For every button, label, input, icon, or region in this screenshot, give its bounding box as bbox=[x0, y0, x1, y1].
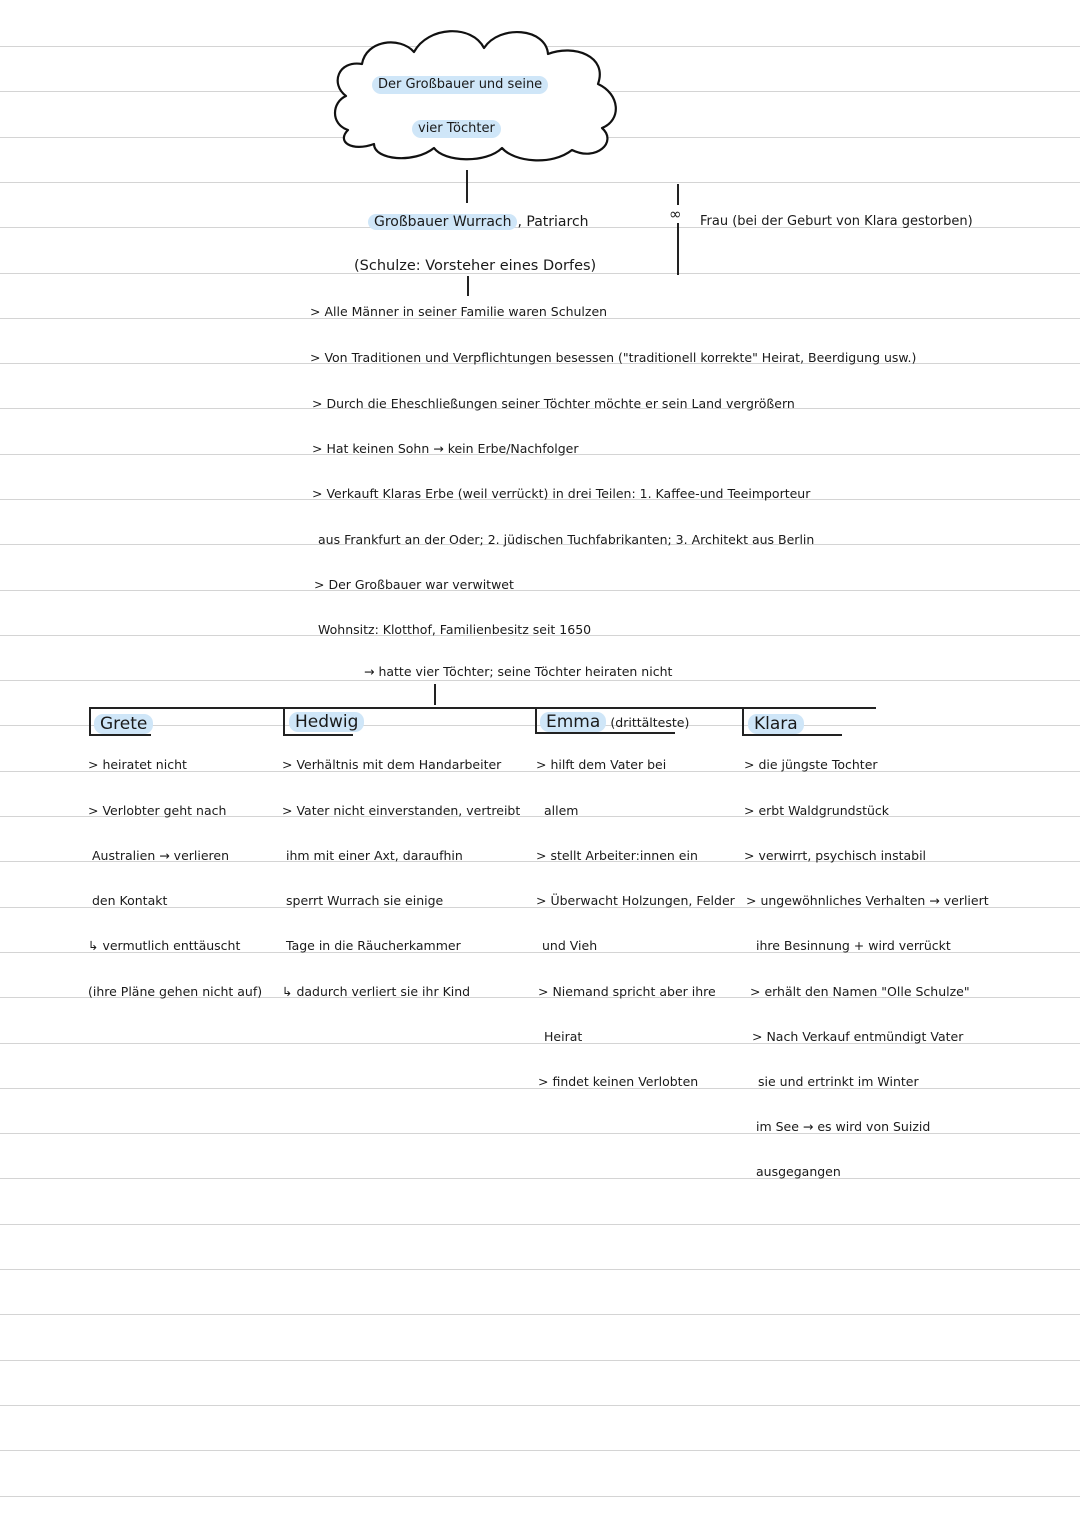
klara-line: > erbt Waldgrundstück bbox=[744, 803, 890, 818]
grete-line: (ihre Pläne gehen nicht auf) bbox=[88, 984, 263, 999]
klara-line: > erhält den Namen "Olle Schulze" bbox=[750, 984, 970, 999]
daughters-intro: → hatte vier Töchter; seine Töchter heiraten nicht bbox=[364, 664, 673, 679]
emma-bracket bbox=[535, 707, 537, 733]
emma-line: > stellt Arbeiter:innen ein bbox=[536, 848, 698, 863]
ruled-line bbox=[0, 1496, 1080, 1497]
cloud-title-line2: vier Töchter bbox=[412, 120, 501, 138]
connector-intro-daughters bbox=[434, 684, 436, 705]
grete-line: Australien → verlieren bbox=[92, 848, 230, 863]
daughter-name-grete bbox=[94, 713, 153, 735]
daughter-name-klara bbox=[748, 713, 804, 735]
fact-item: > Hat keinen Sohn → kein Erbe/Nachfolger bbox=[312, 441, 579, 456]
grete-line: ↳ vermutlich enttäuscht bbox=[88, 938, 241, 953]
klara-line: im See → es wird von Suizid bbox=[756, 1119, 931, 1134]
klara-line: > Nach Verkauf entmündigt Vater bbox=[752, 1029, 964, 1044]
daughter-name-emma bbox=[540, 711, 689, 733]
klara-bracket bbox=[742, 707, 744, 735]
connector-father-facts bbox=[467, 276, 469, 296]
grete-line: den Kontakt bbox=[92, 893, 168, 908]
ruled-line bbox=[0, 1360, 1080, 1361]
grete-bracket bbox=[89, 707, 91, 735]
fact-item: > Alle Männer in seiner Familie waren Schulzen bbox=[310, 304, 608, 319]
klara-line: > verwirrt, psychisch instabil bbox=[744, 848, 927, 863]
ruled-line bbox=[0, 1224, 1080, 1225]
klara-line: sie und ertrinkt im Winter bbox=[758, 1074, 919, 1089]
father-heading bbox=[368, 213, 589, 231]
wife-label: Frau (bei der Geburt von Klara gestorben) bbox=[700, 214, 973, 229]
grete-line: > Verlobter geht nach bbox=[88, 803, 227, 818]
klara-line: > die jüngste Tochter bbox=[744, 757, 878, 772]
emma-line: > Überwacht Holzungen, Felder bbox=[536, 893, 735, 908]
marriage-symbol: ∞ bbox=[669, 205, 682, 223]
daughters-branch-line bbox=[89, 707, 876, 709]
connector-cloud-father bbox=[466, 170, 468, 203]
father-note: (Schulze: Vorsteher eines Dorfes) bbox=[354, 258, 597, 274]
emma-name: Emma bbox=[540, 712, 606, 732]
emma-line: allem bbox=[544, 803, 579, 818]
ruled-line bbox=[0, 1178, 1080, 1179]
emma-line: > Niemand spricht aber ihre bbox=[538, 984, 716, 999]
fact-item: > Von Traditionen und Verpflichtungen besessen ("traditionell korrekte" Heirat, Beerdigung usw.) bbox=[310, 350, 917, 365]
emma-note: (drittälteste) bbox=[610, 715, 690, 730]
hedwig-name: Hedwig bbox=[289, 712, 364, 732]
hedwig-underline bbox=[283, 734, 353, 736]
ruled-line bbox=[0, 1269, 1080, 1270]
klara-name: Klara bbox=[748, 714, 804, 734]
fact-item: > Verkauft Klaras Erbe (weil verrückt) in drei Teilen: 1. Kaffee-und Teeimporteur bbox=[312, 486, 811, 501]
grete-name: Grete bbox=[94, 714, 153, 734]
father-name: Großbauer Wurrach bbox=[368, 214, 517, 230]
emma-line: und Vieh bbox=[542, 938, 598, 953]
marriage-line bbox=[677, 184, 679, 275]
grete-line: > heiratet nicht bbox=[88, 757, 187, 772]
daughter-name-hedwig bbox=[289, 711, 364, 733]
ruled-line bbox=[0, 1314, 1080, 1315]
hedwig-line: Tage in die Räucherkammer bbox=[286, 938, 461, 953]
emma-line: > findet keinen Verlobten bbox=[538, 1074, 699, 1089]
klara-line: ihre Besinnung + wird verrückt bbox=[756, 938, 951, 953]
ruled-line bbox=[0, 1450, 1080, 1451]
klara-line: ausgegangen bbox=[756, 1164, 841, 1179]
fact-item: > Durch die Eheschließungen seiner Töchter möchte er sein Land vergrößern bbox=[312, 396, 795, 411]
fact-item: Wohnsitz: Klotthof, Familienbesitz seit 1650 bbox=[318, 622, 592, 637]
fact-item: aus Frankfurt an der Oder; 2. jüdischen Tuchfabrikanten; 3. Architekt aus Berlin bbox=[318, 532, 815, 547]
ruled-line bbox=[0, 590, 1080, 591]
klara-line: > ungewöhnliches Verhalten → verliert bbox=[746, 893, 989, 908]
hedwig-line: > Verhältnis mit dem Handarbeiter bbox=[282, 757, 502, 772]
fact-item: > Der Großbauer war verwitwet bbox=[314, 577, 514, 592]
hedwig-bracket bbox=[283, 707, 285, 735]
ruled-line bbox=[0, 1405, 1080, 1406]
father-role: , Patriarch bbox=[517, 214, 589, 230]
hedwig-line: ↳ dadurch verliert sie ihr Kind bbox=[282, 984, 471, 999]
hedwig-line: sperrt Wurrach sie einige bbox=[286, 893, 444, 908]
hedwig-line: ihm mit einer Axt, daraufhin bbox=[286, 848, 463, 863]
ruled-line bbox=[0, 182, 1080, 183]
emma-line: > hilft dem Vater bei bbox=[536, 757, 667, 772]
emma-line: Heirat bbox=[544, 1029, 583, 1044]
cloud-title-line1: Der Großbauer und seine bbox=[372, 76, 548, 94]
hedwig-line: > Vater nicht einverstanden, vertreibt bbox=[282, 803, 521, 818]
